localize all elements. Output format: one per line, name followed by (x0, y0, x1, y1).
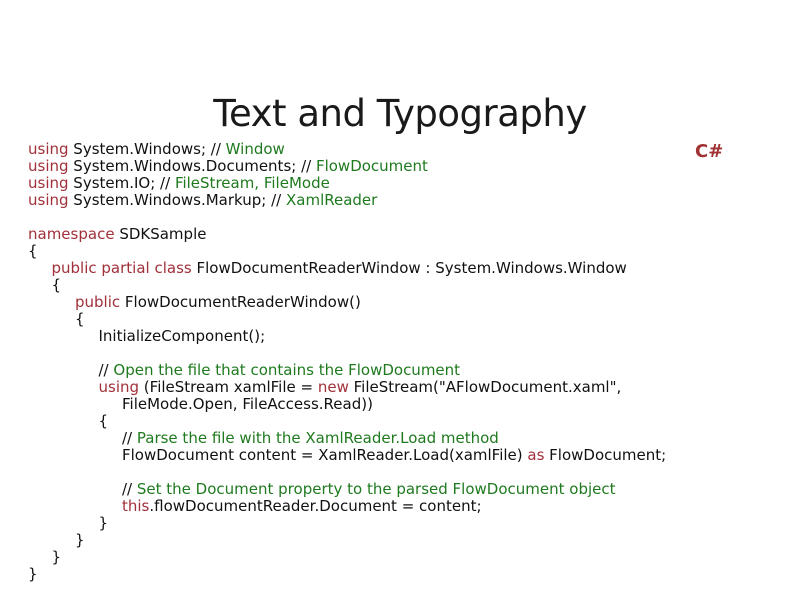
code-line (28, 481, 788, 498)
code-line (28, 345, 788, 362)
code-line (28, 464, 788, 481)
code-line (28, 413, 788, 430)
code-keyword: namespace (28, 225, 115, 243)
code-line (28, 566, 788, 583)
code-keyword: as (527, 446, 545, 464)
code-line (28, 396, 788, 413)
code-text: FlowDocument content = XamlReader.Load(xamlFile) (122, 446, 528, 464)
code-line (28, 498, 788, 515)
slide-title: Text and Typography (213, 92, 587, 135)
code-text: System.IO; // (68, 174, 175, 192)
code-keyword: using (98, 378, 140, 396)
code-text: System.Windows; // (68, 140, 226, 158)
code-line (28, 549, 788, 566)
code-line (28, 447, 788, 464)
code-comment: XamlReader (285, 191, 378, 209)
code-line (28, 192, 788, 209)
language-badge: C# (695, 141, 724, 162)
code-comment: Window (225, 140, 285, 158)
code-line (28, 158, 788, 175)
code-text: System.Windows.Documents; // (68, 157, 316, 175)
code-comment: Set the Document property to the parsed FlowDocument object (136, 480, 616, 498)
code-line (28, 379, 788, 396)
code-line (28, 175, 788, 192)
code-comment: Open the file that contains the FlowDocument (113, 361, 461, 379)
code-comment: FileStream, FileMode (174, 174, 330, 192)
code-line (28, 260, 788, 277)
code-text: { (28, 242, 38, 260)
code-text: { (98, 412, 109, 430)
code-line (28, 226, 788, 243)
code-text: FileMode.Open, FileAccess.Read)) (122, 395, 373, 413)
code-keyword: using (28, 174, 69, 192)
code-block (28, 141, 788, 583)
code-line (28, 243, 788, 260)
code-keyword: using (28, 191, 69, 209)
code-text: // (122, 480, 137, 498)
code-line (28, 277, 788, 294)
code-text: System.Windows.Markup; // (68, 191, 286, 209)
code-keyword: new (317, 378, 349, 396)
code-line (28, 430, 788, 447)
code-keyword: public (75, 293, 121, 311)
code-line (28, 294, 788, 311)
code-text: InitializeComponent(); (98, 327, 266, 345)
code-text: FileStream("AFlowDocument.xaml", (348, 378, 622, 396)
code-text: FlowDocument; (544, 446, 667, 464)
code-text: .flowDocumentReader.Document = content; (149, 497, 482, 515)
code-text: FlowDocumentReaderWindow : System.Windows.Window (191, 259, 627, 277)
code-text: SDKSample (114, 225, 207, 243)
code-line (28, 311, 788, 328)
code-text: } (98, 514, 109, 532)
code-line (28, 362, 788, 379)
code-line (28, 328, 788, 345)
code-text: { (51, 276, 62, 294)
code-text: // (98, 361, 114, 379)
code-text: } (75, 531, 85, 549)
code-text: { (75, 310, 85, 328)
code-comment: FlowDocument (315, 157, 428, 175)
code-keyword: public partial class (51, 259, 192, 277)
code-line (28, 141, 788, 158)
code-text: FlowDocumentReaderWindow() (120, 293, 361, 311)
code-keyword: using (28, 157, 69, 175)
code-line (28, 515, 788, 532)
code-keyword: this (122, 497, 150, 515)
code-text: // (122, 429, 137, 447)
code-comment: Parse the file with the XamlReader.Load method (136, 429, 499, 447)
code-keyword: using (28, 140, 69, 158)
code-text: } (51, 548, 62, 566)
code-text: } (28, 565, 38, 583)
code-text: (FileStream xamlFile = (139, 378, 318, 396)
code-line (28, 209, 788, 226)
code-line (28, 532, 788, 549)
